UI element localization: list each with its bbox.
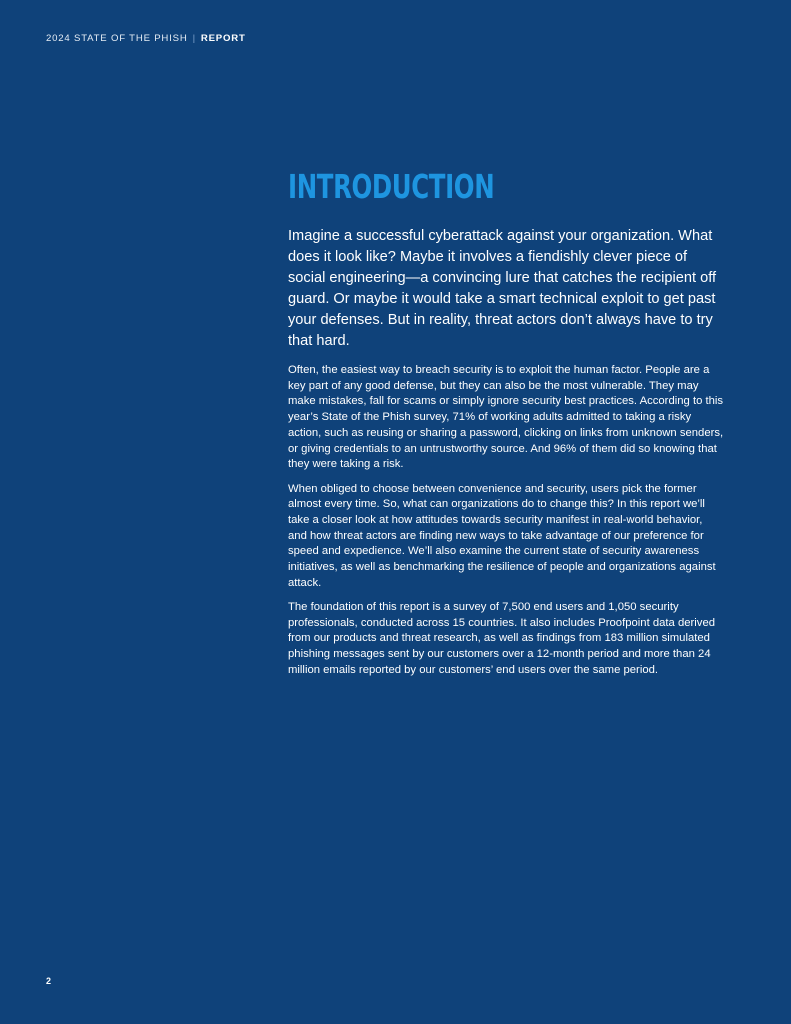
body-paragraph-1: Often, the easiest way to breach security is to exploit the human factor. People are a key part of any good defense, but they can also be the most vulnerable. They may make mistakes, fall for scams or simply ignore security best practices. According to this year’s State of the Phish survey, 71% of working adults admitted to taking a risky action, such as reusing or sharing a password, clicking on links from unknown senders, or giving credentials to an untrustworthy source. And 96% of them did so knowing that they were taking a risk. bbox=[288, 364, 724, 471]
page-number: 2 bbox=[46, 976, 52, 986]
article-body bbox=[288, 226, 728, 687]
publication-name: 2024 STATE OF THE PHISH bbox=[46, 33, 188, 44]
body-paragraph-2: When obliged to choose between convenience and security, users pick the former almost every time. So, what can organizations do to change this? In this report we’ll take a closer look at how attitudes towards security manifest in real-world behavior, and how threat actors are finding new ways to take advantage of our preference for speed and expedience. We’ll also examine the current state of security awareness initiatives, as well as benchmarking the resilience of people and organizations against attack. bbox=[288, 482, 716, 589]
body-paragraph-3: The foundation of this report is a survey of 7,500 end users and 1,050 security professionals, conducted across 15 countries. It also includes Proofpoint data derived from our products and threat research, as well as findings from 183 million simulated phishing messages sent by our customers over a 12-month period and more than 24 million emails reported by our customers’ end users over the same period. bbox=[288, 601, 716, 676]
running-header bbox=[46, 33, 246, 44]
section-name: REPORT bbox=[200, 33, 246, 44]
lead-paragraph: Imagine a successful cyberattack against your organization. What does it look like? Maybe it involves a fiendishly clever piece of social engineering—a convincing lure that catches the recipient off guard. Or maybe it would take a smart technical exploit to get past your defenses. But in reality, threat actors don’t always have to try that hard. bbox=[288, 228, 717, 349]
page-title: INTRODUCTION bbox=[288, 167, 495, 206]
header-separator: | bbox=[192, 33, 196, 44]
